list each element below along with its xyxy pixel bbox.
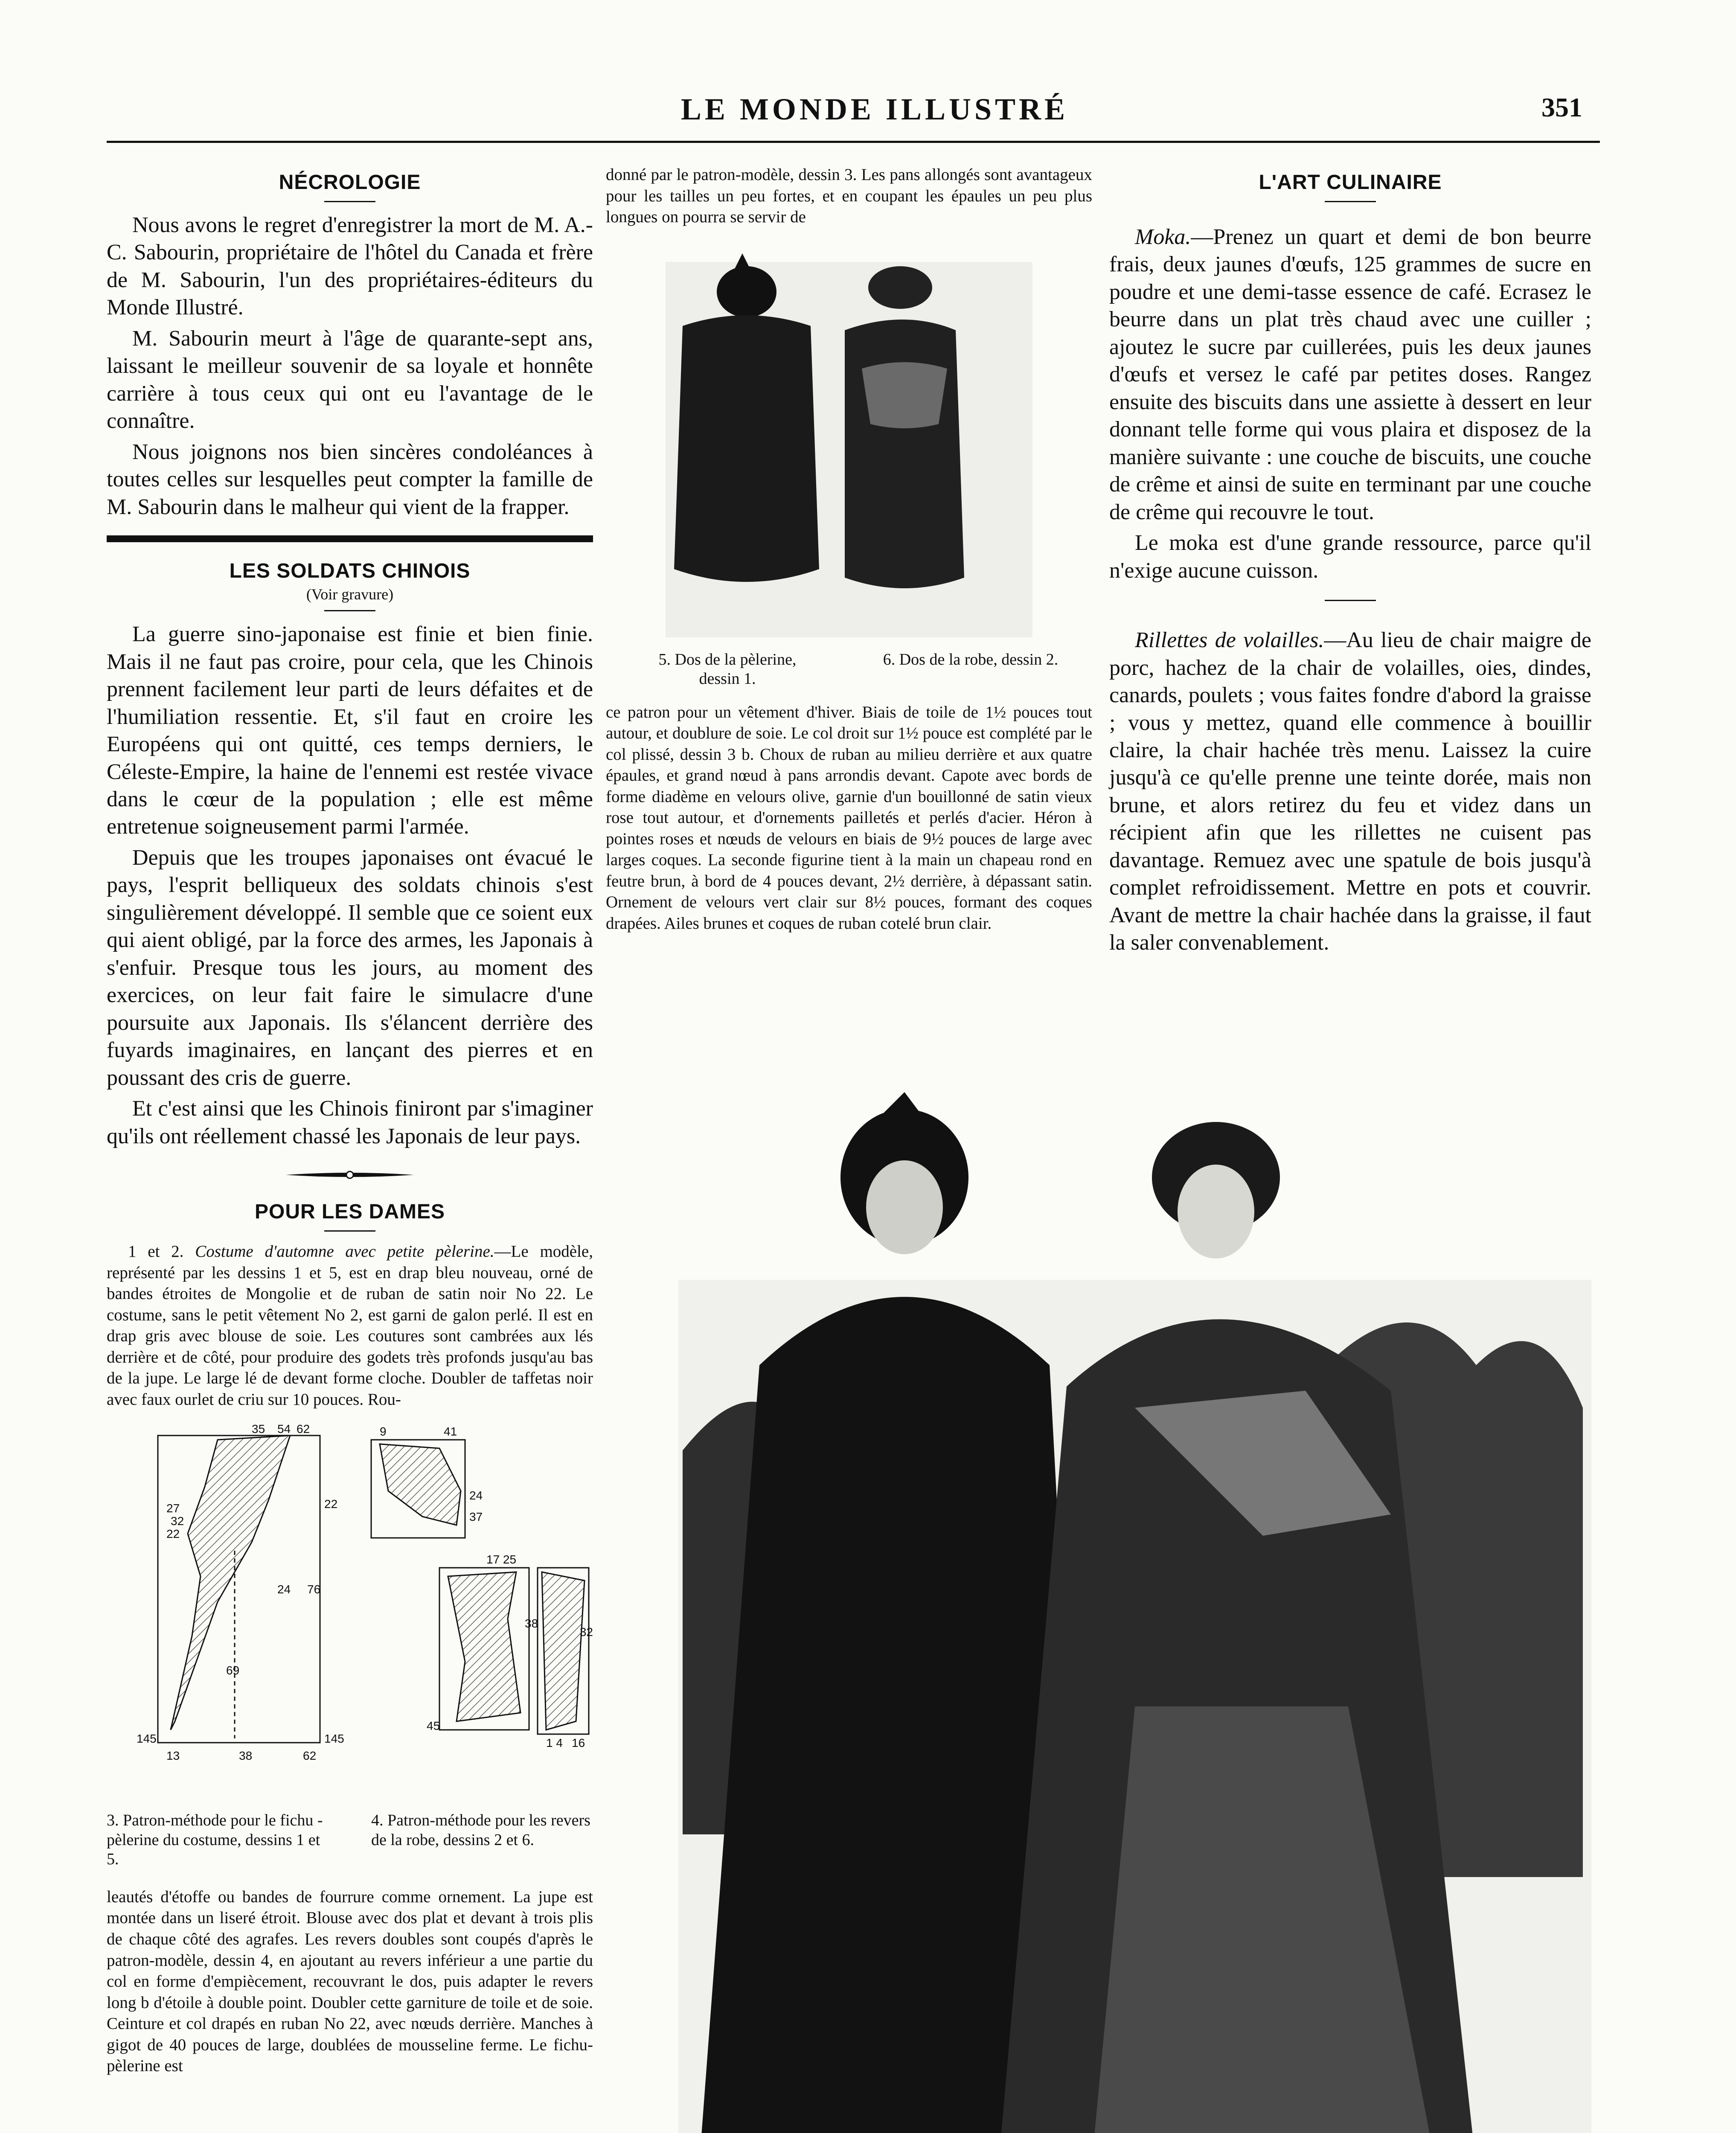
divider	[324, 610, 375, 611]
ornament-icon	[286, 1170, 414, 1180]
pattern-number: 41	[444, 1425, 457, 1438]
paragraph: M. Sabourin meurt à l'âge de quarante-sept ans, laissant le meilleur souvenir de sa loyale et honnête carrière à tous ceux qui ont eu l'avantage de le connaître.	[107, 326, 593, 433]
pattern-diagram-svg	[107, 1423, 593, 1807]
rillettes-label: Rillettes de volailles.	[1135, 628, 1324, 653]
fig4-caption: 4. Patron-méthode pour les revers de la robe, dessins 2 et 6.	[371, 1811, 590, 1849]
divider	[324, 201, 375, 202]
middle-column	[606, 164, 1092, 934]
pattern-number: 38	[239, 1749, 253, 1763]
back-views-captions	[606, 650, 1092, 689]
paragraph	[1109, 224, 1591, 526]
page-number: 351	[1541, 92, 1582, 122]
intro-text: —Le modèle, représenté par les dessins 1 et 5, est en drap bleu nouveau, orné de bandes étroites de Mongolie et de ruban de satin noir No 22. Le costume, sans le petit vêtement No 2, est garni de galon perlé. Il est en drap gris avec blouse de soie. Les coutures sont cambrées aux lés derrière et de côté, pour produire des godets très profonds jusqu'au bas de la jupe. Le large lé de devant forme cloche. Doubler de taffetas noir avec faux ourlet de criu sur 10 pouces. Rou-	[107, 1242, 593, 1409]
pattern-number: 38	[525, 1617, 538, 1630]
paragraph: La guerre sino-japonaise est finie et bien finie. Mais il ne faut pas croire, pour cela, que les Chinois prennent facilement leur parti de leurs défaites et de l'humiliation ressentie. Et, s'il faut en croire les Européens qui ont quitté, ces temps derniers, le Céleste-Empire, la haine de l'ennemi est restée vivace dans le cœur de la population ; elle est même entretenue soigneusement parmi l'armée.	[107, 622, 593, 839]
pattern-number: 16	[572, 1736, 585, 1750]
paragraph: Et c'est ainsi que les Chinois finiront par s'imaginer qu'ils ont réellement chassé les Japonais de leur pays.	[107, 1096, 593, 1148]
dames-title: POUR LES DAMES	[254, 1200, 445, 1223]
paragraph: Nous avons le regret d'enregistrer la mort de M. A.-C. Sabourin, propriétaire de l'hôtel du Canada et frère de M. Sabourin, l'un des propriétaires-éditeurs du Monde Illustré.	[107, 213, 593, 320]
ornament-divider	[107, 1163, 593, 1185]
fig6-caption: 6. Dos de la robe, dessin 2.	[883, 650, 1058, 668]
paragraph	[107, 1241, 593, 1410]
paragraph: donné par le patron-modèle, dessin 3. Les pans allongés sont avantageux pour les tailles un peu fortes, et en coupant les épaules un peu plus longues on pourra se servir de	[606, 166, 1092, 227]
section-rule	[107, 535, 593, 542]
dames-intro	[107, 1241, 593, 1410]
pattern-number: 145	[324, 1732, 344, 1746]
paragraph: ce patron pour un vêtement d'hiver. Biais de toile de 1½ pouces tout autour, et doublure de soie. Le col droit sur 1½ pouce est complété par le col plissé, dessin 3 b. Choux de ruban au milieu derrière et aux quatre épaules, et grand nœud à pans arrondis devant. Capote avec bords de forme diadème en velours olive, garnie d'un bouillonné de satin vieux rose tout autour, et d'ornements pailletés et perlés d'acier. Héron à pointes roses et nœuds de velours en biais de 9½ pouces de large avec larges coques. La seconde figurine tient à la main un chapeau rond en feutre brun, à bord de 4 pouces devant, 2½ derrière, à dépassant satin. Ornement de velours vert clair sur 8½ pouces, formant des coques drapées. Ailes brunes et coques de ruban cotelé brun clair.	[606, 703, 1092, 933]
paragraph: leautés d'étoffe ou bandes de fourrure comme ornement. La jupe est montée dans un liseré étroit. Blouse avec dos plat et devant à trois plis de chaque côté des agrafes. Les revers doubles sont coupés d'après le patron-modèle, dessin 4, en ajoutant au revers inférieur a une partie du col en forme d'empiècement, recouvrant le dos, puis adapter le revers long b d'étoile à double point. Doubler cette garniture de toile et de soie. Ceinture et col drapés en ruban No 22, avec nœuds derrière. Manches à gigot de 40 pouces de large, doublées de mousseline ferme. Le fichu-pèlerine est	[107, 1887, 593, 2075]
soldats-title: LES SOLDATS CHINOIS	[229, 560, 471, 583]
pattern-number: 1 4	[546, 1736, 563, 1750]
paragraph: Depuis que les troupes japonaises ont évacué le pays, l'esprit belliqueux des soldats chinois s'est singulièrement développé. Il semble que ce soient eux qui aient obligé, par la force des armes, les Japonais à s'enfuir. Presque tous les jours, au moment des exercices, on leur fait faire le simulacre d'une poursuite aux Japonais. Ils s'élancent derrière des fuyards imaginaires, en lançant des pierres et en poussant des cris de guerre.	[107, 845, 593, 1090]
dames-continued	[107, 1886, 593, 2077]
divider	[1325, 201, 1376, 202]
necrologie-body	[107, 212, 593, 521]
rillettes-text: —Au lieu de chair maigre de porc, hachez de la chair de volailles, oies, dindes, canards, poulets ; vous faites fondre d'abord la graisse ; vous y mettez, quand elle commence à bouillir claire, la chair hachée très menu. Laissez la cuire jusqu'à ce qu'elle prenne une teinte dorée, mais non brune, et alors retirez du feu et videz dans un récipient afin que les rillettes ne cuisent pas davantage. Remuez avec une spatule de bois jusqu'à complet refroidissement. Mettre en pots et couvrir. Avant de mettre la chair hachée dans la graisse, il faut la saler convenablement.	[1109, 628, 1592, 955]
middle-top-text	[606, 164, 1092, 228]
soldats-subtitle: (Voir gravure)	[306, 586, 394, 603]
pattern-number: 24	[277, 1583, 291, 1596]
pattern-number: 22	[324, 1497, 338, 1511]
pattern-number: 35	[252, 1423, 265, 1436]
soldats-body	[107, 621, 593, 1150]
moka-label: Moka.	[1135, 225, 1191, 249]
pattern-number: 145	[137, 1732, 157, 1746]
moka-text: —Prenez un quart et demi de bon beurre frais, deux jaunes d'œufs, 125 grammes de sucre en poudre et une demi-tasse essence de café. Ecrasez le beurre dans un plat très chaud avec une cuiller ; ajoutez le sucre par cuillerées, puis les deux jaunes d'œufs et versez le café par petites doses. Rangez ensuite des biscuits dans une assiette à dessert en leur donnant telle forme qui vous plaira et disposez de la manière suivante : une couche de biscuits, une couche de crême et ainsi de suite en terminant par une couche de crême qui recouvre le tout.	[1109, 225, 1591, 524]
pattern-number: 69	[226, 1664, 240, 1677]
pattern-number: 24	[469, 1489, 483, 1502]
pattern-diagrams	[107, 1423, 593, 1807]
figure-captions	[107, 1811, 593, 1869]
pattern-number: 13	[166, 1749, 180, 1763]
pattern-number: 17 25	[486, 1553, 517, 1566]
culinaire-title: L'ART CULINAIRE	[1259, 171, 1442, 194]
divider	[324, 1230, 375, 1232]
paragraph: Le moka est d'une grande ressource, parce qu'il n'exige aucune cuisson.	[1109, 531, 1591, 583]
paragraph: Nous joignons nos bien sincères condoléances à toutes celles sur lesquelles peut compter la famille de M. Sabourin dans le malheur qui vient de la frapper.	[107, 439, 593, 519]
fig5-caption: 5. Dos de la pèlerine, dessin 1.	[658, 650, 797, 688]
costume-illustration-svg	[666, 1066, 1604, 2133]
pattern-number: 45	[427, 1719, 440, 1733]
fig3-caption: 3. Patron-méthode pour le fichu - pèlerine du costume, dessins 1 et 5.	[107, 1811, 323, 1869]
back-views-illustration	[606, 245, 1092, 642]
necrologie-title: NÉCROLOGIE	[279, 171, 421, 194]
left-column	[107, 171, 593, 2077]
pattern-number: 62	[297, 1423, 310, 1436]
pattern-number: 9	[380, 1425, 387, 1438]
pattern-number: 32	[579, 1625, 593, 1639]
header-rule	[107, 141, 1600, 143]
back-views-svg	[606, 245, 1092, 642]
pattern-number: 54	[277, 1423, 291, 1436]
middle-continued	[606, 702, 1092, 934]
pattern-number: 62	[303, 1749, 317, 1763]
intro-label: 1 et 2.	[128, 1242, 184, 1261]
main-illustration	[666, 1066, 1604, 2133]
intro-title: Costume d'automne avec petite pèlerine.	[195, 1242, 494, 1261]
pattern-number: 37	[469, 1510, 483, 1524]
pattern-number: 27	[166, 1502, 180, 1515]
pattern-number: 22	[166, 1527, 180, 1541]
pattern-number: 32	[171, 1514, 184, 1528]
pattern-number: 76	[307, 1583, 321, 1596]
divider	[1325, 600, 1376, 601]
running-title: LE MONDE ILLUSTRÉ	[680, 92, 1069, 126]
paragraph	[1109, 627, 1591, 957]
right-column	[1109, 171, 1591, 960]
culinaire-body	[1109, 224, 1591, 957]
